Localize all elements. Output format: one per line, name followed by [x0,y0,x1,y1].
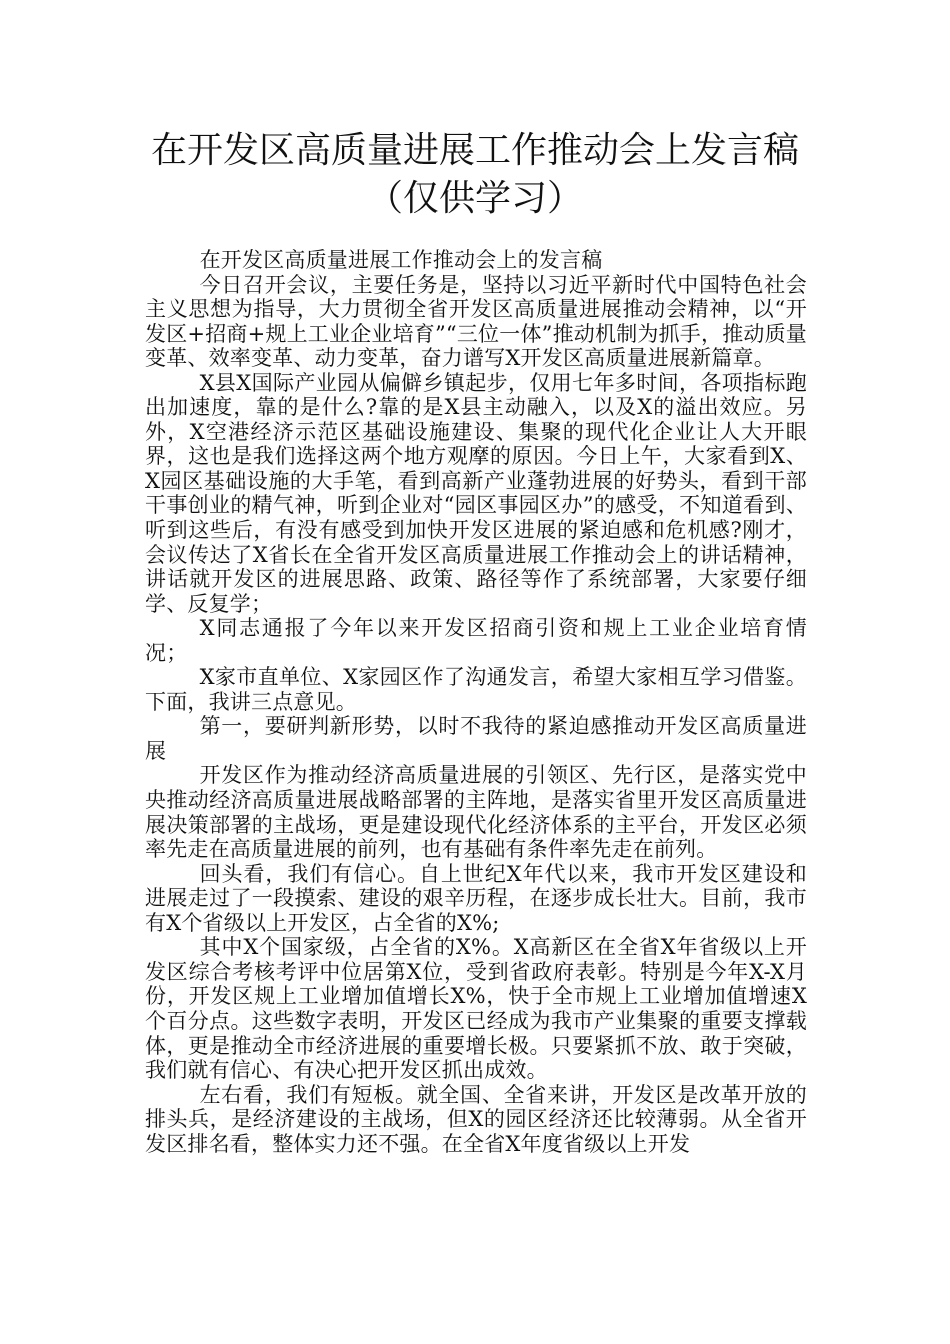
paragraph: 左右看，我们有短板。就全国、全省来讲，开发区是改革开放的排头兵，是经济建设的主战场，但X的园区经济还比较薄弱。从全省开发区排名看，整体实力还不强。在全省X年度省级以上开发 [145,1082,807,1156]
paragraph: 在开发区高质量进展工作推动会上的发言稿 [199,248,603,272]
paragraph: 回头看，我们有信心。自上世纪X年代以来，我市开发区建设和进展走过了一段摸索、建设的艰辛历程，在逐步成长壮大。目前，我市有X个省级以上开发区，占全省的X%; [145,861,807,935]
paragraph: X县X国际产业园从偏僻乡镇起步，仅用七年多时间，各项指标跑出加速度，靠的是什么?靠的是X县主动融入，以及X的溢出效应。另外，X空港经济示范区基础设施建设、集聚的现代化企业让人大开眼界，这也是我们选择这两个地方观摩的原因。今日上午，大家看到X、X园区基础设施的大手笔，看到高新产业蓬勃进展的好势头，看到干部干事创业的精气神，听到企业对“园区事园区办”的感受，不知道看到、听到这些后，有没有感受到加快开发区进展的紧迫感和危机感?刚才，会议传达了X省长在全省开发区高质量进展工作推动会上的讲话精神，讲话就开发区的进展思路、政策、路径等作了系统部署，大家要仔细学、反复学； [145,370,807,616]
paragraph: 今日召开会议，主要任务是，坚持以习近平新时代中国特色社会主义思想为指导，大力贯彻全省开发区高质量进展推动会精神，以“开发区+招商+规上工业企业培育”“三位一体”推动机制为抓手，推动质量变革、效率变革、动力变革，奋力谱写X开发区高质量进展新篇章。 [145,272,807,371]
document-body [145,248,807,1156]
paragraph: 开发区作为推动经济高质量进展的引领区、先行区，是落实党中央推动经济高质量进展战略部署的主阵地，是落实省里开发区高质量进展决策部署的主战场，更是建设现代化经济体系的主平台，开发区必须率先走在高质量进展的前列，也有基础有条件率先走在前列。 [145,763,807,862]
paragraph: X同志通报了今年以来开发区招商引资和规上工业企业培育情况； [145,616,807,665]
document-subtitle: （仅供学习） [366,178,583,219]
paragraph: 其中X个国家级，占全省的X%。X高新区在全省X年省级以上开发区综合考核考评中位居第X位，受到省政府表彰。特别是今年X-X月份，开发区规上工业增加值增长X%，快于全市规上工业增加值增速X个百分点。这些数字表明，开发区已经成为我市产业集聚的重要支撑载体，更是推动全市经济进展的重要增长极。只要紧抓不放、敢于突破，我们就有信心、有决心把开发区抓出成效。 [145,935,807,1083]
document-title: 在开发区高质量进展工作推动会上发言稿 [150,130,799,171]
paragraph: X家市直单位、X家园区作了沟通发言，希望大家相互学习借鉴。下面，我讲三点意见。 [145,665,807,714]
section-heading: 第一，要研判新形势，以时不我待的紧迫感推动开发区高质量进展 [145,714,807,763]
